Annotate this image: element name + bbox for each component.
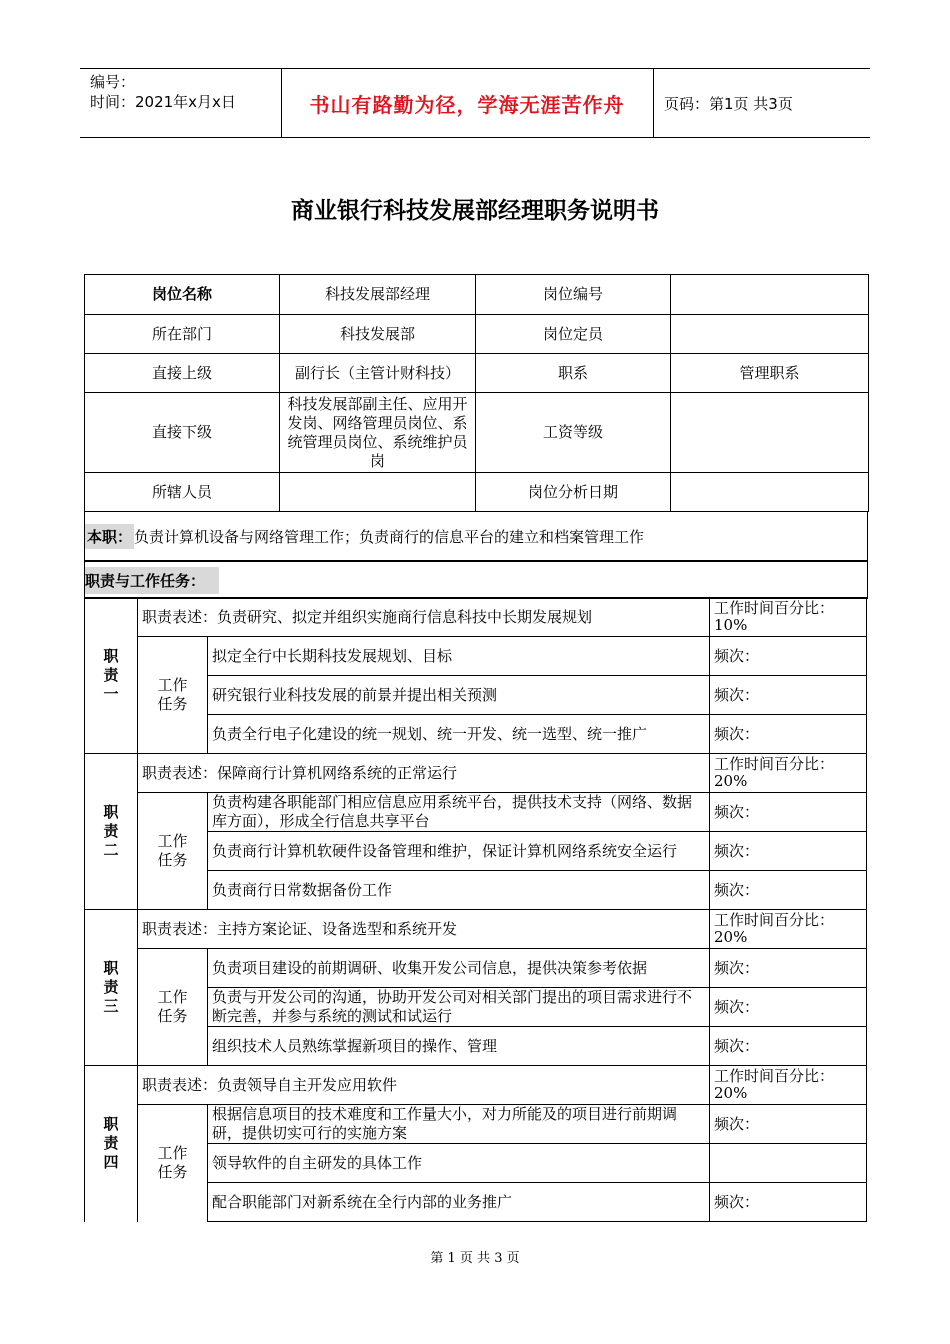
task-text: 领导软件的自主研发的具体工作 bbox=[208, 1144, 710, 1183]
motto: 书山有路勤为径，学海无涯苦作舟 bbox=[309, 92, 625, 117]
duty-desc-row bbox=[85, 910, 867, 949]
task-text: 负责项目建设的前期调研、收集开发公司信息，提供决策参考依据 bbox=[208, 949, 710, 988]
page-footer: 第 1 页 共 3 页 bbox=[430, 1251, 520, 1266]
duty-label: 职 责 三 bbox=[85, 910, 138, 1066]
info-table bbox=[84, 274, 869, 512]
info-row bbox=[85, 275, 869, 315]
info-value bbox=[671, 315, 869, 354]
duty-description: 职责表述：负责研究、拟定并组织实施商行信息科技中长期发展规划 bbox=[138, 598, 710, 637]
info-value bbox=[671, 275, 869, 315]
task-row bbox=[85, 949, 867, 988]
info-value bbox=[280, 473, 476, 512]
task-frequency: 频次： bbox=[710, 988, 867, 1027]
duty-desc-row bbox=[85, 1066, 867, 1105]
info-value bbox=[671, 473, 869, 512]
duty-label: 职 责 四 bbox=[85, 1066, 138, 1222]
page-title: 商业银行科技发展部经理职务说明书 bbox=[291, 197, 659, 224]
task-text: 负责全行电子化建设的统一规划、统一开发、统一选型、统一推广 bbox=[208, 715, 710, 754]
main-duty-label: 本职： bbox=[85, 524, 134, 549]
info-row bbox=[85, 315, 869, 354]
task-frequency: 频次： bbox=[710, 637, 867, 676]
info-key: 直接上级 bbox=[85, 354, 280, 393]
info-key: 岗位定员 bbox=[476, 315, 671, 354]
info-key: 岗位分析日期 bbox=[476, 473, 671, 512]
task-frequency: 频次： bbox=[710, 949, 867, 988]
task-row bbox=[85, 1105, 867, 1144]
info-key: 职系 bbox=[476, 354, 671, 393]
task-text: 根据信息项目的技术难度和工作量大小，对力所能及的项目进行前期调研，提供切实可行的实施方案 bbox=[208, 1105, 710, 1144]
info-row bbox=[85, 354, 869, 393]
task-text: 配合职能部门对新系统在全行内部的业务推广 bbox=[208, 1183, 710, 1222]
info-value: 科技发展部经理 bbox=[280, 275, 476, 315]
main-duty-text: 负责计算机设备与网络管理工作；负责商行的信息平台的建立和档案管理工作 bbox=[134, 527, 645, 546]
duty-time-percent: 工作时间百分比：20% bbox=[710, 910, 867, 949]
info-key: 岗位名称 bbox=[85, 275, 280, 315]
task-text: 负责商行计算机软硬件设备管理和维护，保证计算机网络系统安全运行 bbox=[208, 832, 710, 871]
task-text: 负责商行日常数据备份工作 bbox=[208, 871, 710, 910]
main-duty-row bbox=[84, 511, 868, 561]
number-label: 编号： bbox=[90, 73, 136, 91]
task-text: 负责与开发公司的沟通，协助开发公司对相关部门提出的项目需求进行不断完善，并参与系统的测试和试运行 bbox=[208, 988, 710, 1027]
duty-time-percent: 工作时间百分比：20% bbox=[710, 754, 867, 793]
task-text: 拟定全行中长期科技发展规划、目标 bbox=[208, 637, 710, 676]
duty-desc-row bbox=[85, 598, 867, 637]
info-key: 工资等级 bbox=[476, 393, 671, 473]
duty-time-percent: 工作时间百分比：10% bbox=[710, 598, 867, 637]
duty-desc-row bbox=[85, 754, 867, 793]
info-value: 科技发展部 bbox=[280, 315, 476, 354]
task-frequency: 频次： bbox=[710, 676, 867, 715]
duty-description: 职责表述：保障商行计算机网络系统的正常运行 bbox=[138, 754, 710, 793]
info-key: 所辖人员 bbox=[85, 473, 280, 512]
duty-description: 职责表述：负责领导自主开发应用软件 bbox=[138, 1066, 710, 1105]
info-value bbox=[671, 393, 869, 473]
document-header bbox=[80, 68, 870, 138]
duties-heading: 职责与工作任务： bbox=[85, 567, 219, 594]
task-frequency: 频次： bbox=[710, 1183, 867, 1222]
duty-time-percent: 工作时间百分比：20% bbox=[710, 1066, 867, 1105]
task-row bbox=[85, 793, 867, 832]
task-text: 负责构建各职能部门相应信息应用系统平台，提供技术支持（网络、数据库方面），形成全行信息共享平台 bbox=[208, 793, 710, 832]
duty-label: 职 责 一 bbox=[85, 598, 138, 754]
task-frequency: 频次： bbox=[710, 1105, 867, 1144]
info-key: 岗位编号 bbox=[476, 275, 671, 315]
info-row bbox=[85, 393, 869, 473]
task-row bbox=[85, 637, 867, 676]
task-group-label: 工作 任务 bbox=[138, 1105, 208, 1222]
task-text: 组织技术人员熟练掌握新项目的操作、管理 bbox=[208, 1027, 710, 1066]
motto-cell bbox=[281, 69, 654, 137]
task-frequency: 频次： bbox=[710, 832, 867, 871]
info-key: 直接下级 bbox=[85, 393, 280, 473]
task-group-label: 工作 任务 bbox=[138, 637, 208, 754]
header-meta bbox=[80, 69, 282, 137]
page-info: 页码：第1页 共3页 bbox=[664, 94, 793, 113]
task-frequency: 频次： bbox=[710, 1027, 867, 1066]
task-text: 研究银行业科技发展的前景并提出相关预测 bbox=[208, 676, 710, 715]
info-value: 副行长（主管计财科技） bbox=[280, 354, 476, 393]
duty-label: 职 责 二 bbox=[85, 754, 138, 910]
time-label: 时间：2021年x月x日 bbox=[90, 93, 236, 111]
info-key: 所在部门 bbox=[85, 315, 280, 354]
duties-table bbox=[84, 597, 867, 1222]
task-frequency: 频次： bbox=[710, 715, 867, 754]
duty-description: 职责表述：主持方案论证、设备选型和系统开发 bbox=[138, 910, 710, 949]
task-group-label: 工作 任务 bbox=[138, 949, 208, 1066]
task-frequency: 频次： bbox=[710, 793, 867, 832]
duties-heading-row bbox=[84, 561, 868, 599]
task-frequency: 频次： bbox=[710, 871, 867, 910]
task-group-label: 工作 任务 bbox=[138, 793, 208, 910]
info-value: 科技发展部副主任、应用开发岗、网络管理员岗位、系统管理员岗位、系统维护员岗 bbox=[280, 393, 476, 473]
info-value: 管理职系 bbox=[671, 354, 869, 393]
info-row bbox=[85, 473, 869, 512]
task-frequency bbox=[710, 1144, 867, 1183]
